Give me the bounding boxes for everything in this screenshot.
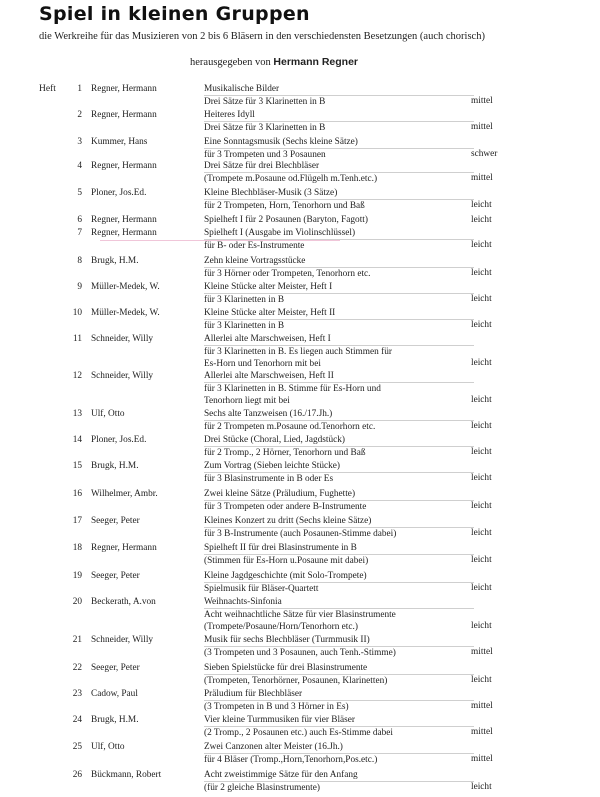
work-title: Musik für sechs Blechbläser (Turmmusik II) xyxy=(204,634,474,647)
difficulty-level: leicht xyxy=(471,358,492,368)
entry-number: 19 xyxy=(72,571,82,581)
entry-composer: Wilhelmer, Ambr. xyxy=(91,489,158,499)
work-title: Zehn kleine Vortragsstücke xyxy=(204,255,474,268)
work-instrumentation: für 2 Tromp., 2 Hörner, Tenorhorn und Baß xyxy=(204,448,366,458)
difficulty-level: leicht xyxy=(471,675,492,685)
work-instrumentation: für 3 Klarinetten in B xyxy=(204,321,285,331)
entry-work xyxy=(204,460,474,485)
entry-composer: Beckerath, A.von xyxy=(91,597,156,607)
difficulty-level: leicht xyxy=(471,473,492,483)
work-title: Präludium für Blechbläser xyxy=(204,688,474,701)
work-instrumentation: für 3 Klarinetten in B xyxy=(204,295,285,305)
entry-work xyxy=(204,434,474,459)
work-title: Vier kleine Turmmusiken für vier Bläser xyxy=(204,714,474,727)
work-title: Sieben Spielstücke für drei Blasinstrumente xyxy=(204,662,474,675)
entry-composer: Ulf, Otto xyxy=(91,742,125,752)
entry-composer: Schneider, Willy xyxy=(91,635,154,645)
entry-number: 21 xyxy=(72,635,82,645)
entry-number: 9 xyxy=(77,282,82,292)
work-title: Drei Stücke (Choral, Lied, Jagdstück) xyxy=(204,434,474,447)
entry-work xyxy=(204,515,474,540)
editor-prefix: herausgegeben von xyxy=(190,57,271,68)
entry-number: 20 xyxy=(72,597,82,607)
entry-work xyxy=(204,488,474,513)
entry-work xyxy=(204,688,474,713)
entry-number: 8 xyxy=(77,256,82,266)
entry-number: 3 xyxy=(77,137,82,147)
entry-composer: Kummer, Hans xyxy=(91,137,148,147)
difficulty-level: leicht xyxy=(471,555,492,565)
entry-number: 16 xyxy=(72,489,82,499)
work-instrumentation: für 3 Klarinetten in B. Stimme für Es-Horn und xyxy=(204,384,381,394)
difficulty-level: leicht xyxy=(471,447,492,457)
work-title: Kleine Stücke alter Meister, Heft I xyxy=(204,281,474,294)
entry-composer: Seeger, Peter xyxy=(91,516,140,526)
difficulty-level: leicht xyxy=(471,215,492,225)
entry-work xyxy=(204,408,474,433)
work-instrumentation: Spielmusik für Bläser-Quartett xyxy=(204,584,319,594)
difficulty-level: leicht xyxy=(471,320,492,330)
difficulty-level: leicht xyxy=(471,268,492,278)
work-title: Kleine Blechbläser-Musik (3 Sätze) xyxy=(204,187,474,200)
difficulty-level: leicht xyxy=(471,583,492,593)
work-instrumentation: für 3 Klarinetten in B. Es liegen auch Stimmen für xyxy=(204,347,392,357)
entry-composer: Schneider, Willy xyxy=(91,371,154,381)
work-instrumentation: für 2 Trompeten m.Posaune od.Tenorhorn etc. xyxy=(204,422,376,432)
entry-number: 18 xyxy=(72,543,82,553)
work-instrumentation: für 3 Hörner oder Trompeten, Tenorhorn etc. xyxy=(204,269,371,279)
entry-composer: Regner, Hermann xyxy=(91,161,157,171)
difficulty-level: mittel xyxy=(471,173,493,183)
entry-work xyxy=(204,136,474,161)
entry-number: 4 xyxy=(77,161,82,171)
entry-number: 2 xyxy=(77,110,82,120)
work-instrumentation: (Trompete/Posaune/Horn/Tenorhorn etc.) xyxy=(204,622,358,632)
entry-number: 22 xyxy=(72,663,82,673)
work-instrumentation: (Trompeten, Tenorhörner, Posaunen, Klarinetten) xyxy=(204,676,388,686)
entry-composer: Müller-Medek, W. xyxy=(91,282,160,292)
entry-composer: Regner, Hermann xyxy=(91,228,157,238)
entry-work xyxy=(204,187,474,212)
difficulty-level: leicht xyxy=(471,501,492,511)
work-title: Zwei kleine Sätze (Präludium, Fughette) xyxy=(204,488,474,501)
work-instrumentation: für 3 Trompeten und 3 Posaunen xyxy=(204,150,326,160)
entry-work xyxy=(204,160,474,185)
entry-work xyxy=(204,214,474,226)
difficulty-level: mittel xyxy=(471,122,493,132)
work-title: Weihnachts-Sinfonia xyxy=(204,596,474,609)
work-title: Spielheft I (Ausgabe im Violinschlüssel) xyxy=(204,227,474,240)
difficulty-level: leicht xyxy=(471,782,492,792)
difficulty-level: leicht xyxy=(471,621,492,631)
entry-composer: Schneider, Willy xyxy=(91,334,154,344)
work-instrumentation: (Stimmen für Es-Horn u.Posaune mit dabei) xyxy=(204,556,369,566)
entry-work xyxy=(204,370,474,407)
entry-work xyxy=(204,634,474,659)
work-title: Acht zweistimmige Sätze für den Anfang xyxy=(204,769,474,782)
entry-work xyxy=(204,333,474,370)
difficulty-level: mittel xyxy=(471,754,493,764)
work-instrumentation: für 3 B-Instrumente (auch Posaunen-Stimme dabei) xyxy=(204,529,397,539)
entry-work xyxy=(204,307,474,332)
work-title: Allerlei alte Marschweisen, Heft II xyxy=(204,370,474,383)
entry-work xyxy=(204,596,474,633)
work-title: Musikalische Bilder xyxy=(204,83,474,96)
entry-composer: Seeger, Peter xyxy=(91,663,140,673)
entry-composer: Brugk, H.M. xyxy=(91,461,139,471)
heft-column-label: Heft xyxy=(39,84,56,94)
work-instrumentation: Tenorhorn liegt mit bei xyxy=(204,396,290,406)
entry-composer: Ploner, Jos.Ed. xyxy=(91,435,147,445)
work-title: Kleine Stücke alter Meister, Heft II xyxy=(204,307,474,320)
entry-number: 14 xyxy=(72,435,82,445)
work-instrumentation: für 3 Blasinstrumente in B oder Es xyxy=(204,474,334,484)
work-title: Heiteres Idyll xyxy=(204,109,474,122)
difficulty-level: leicht xyxy=(471,421,492,431)
entry-number: 13 xyxy=(72,409,82,419)
work-title: Spielheft II für drei Blasinstrumente in B xyxy=(204,542,474,555)
difficulty-level: mittel xyxy=(471,96,493,106)
entry-number: 26 xyxy=(72,770,82,780)
entry-work xyxy=(204,227,474,252)
entry-composer: Brugk, H.M. xyxy=(91,256,139,266)
difficulty-level: leicht xyxy=(471,294,492,304)
entry-number: 23 xyxy=(72,689,82,699)
page-title: Spiel in kleinen Gruppen xyxy=(39,3,310,25)
difficulty-level: leicht xyxy=(471,528,492,538)
entry-number: 1 xyxy=(77,84,82,94)
work-title: Zum Vortrag (Sieben leichte Stücke) xyxy=(204,460,474,473)
entry-number: 25 xyxy=(72,742,82,752)
entry-work xyxy=(204,83,474,108)
work-instrumentation: Drei Sätze für 3 Klarinetten in B xyxy=(204,123,326,133)
work-instrumentation: für 4 Bläser (Tromp.,Horn,Tenorhorn,Pos.etc.) xyxy=(204,755,378,765)
difficulty-level: leicht xyxy=(471,240,492,250)
difficulty-level: leicht xyxy=(471,200,492,210)
difficulty-level: mittel xyxy=(471,647,493,657)
entry-work xyxy=(204,570,474,595)
series-description: die Werkreihe für das Musizieren von 2 bis 6 Bläsern in den verschiedensten Besetzungen (auch chorisch) xyxy=(39,31,485,42)
work-title: Spielheft I für 2 Posaunen (Baryton, Fagott) xyxy=(204,215,368,225)
work-instrumentation: (Trompete m.Posaune od.Flügelh m.Tenh.etc.) xyxy=(204,174,378,184)
difficulty-level: leicht xyxy=(471,395,492,405)
entry-number: 17 xyxy=(72,516,82,526)
work-instrumentation: (3 Trompeten und 3 Posaunen, auch Tenh.-Stimme) xyxy=(204,648,396,658)
entry-work xyxy=(204,281,474,306)
work-title: Zwei Canzonen alter Meister (16.Jh.) xyxy=(204,741,474,754)
work-instrumentation: (für 2 gleiche Blasinstrumente) xyxy=(204,783,320,793)
work-instrumentation: Drei Sätze für 3 Klarinetten in B xyxy=(204,97,326,107)
entry-number: 7 xyxy=(77,228,82,238)
work-instrumentation: für 2 Trompeten, Horn, Tenorhorn und Baß xyxy=(204,201,365,211)
entry-number: 12 xyxy=(72,371,82,381)
entry-number: 15 xyxy=(72,461,82,471)
entry-composer: Ploner, Jos.Ed. xyxy=(91,188,147,198)
work-instrumentation: Acht weihnachtliche Sätze für vier Blasinstrumente xyxy=(204,610,396,620)
difficulty-level: schwer xyxy=(471,149,498,159)
work-title: Eine Sonntagsmusik (Sechs kleine Sätze) xyxy=(204,136,474,149)
entry-composer: Seeger, Peter xyxy=(91,571,140,581)
entry-work xyxy=(204,662,474,687)
work-title: Kleine Jagdgeschichte (mit Solo-Trompete) xyxy=(204,570,474,583)
work-title: Kleines Konzert zu dritt (Sechs kleine Sätze) xyxy=(204,515,474,528)
entry-composer: Cadow, Paul xyxy=(91,689,138,699)
work-instrumentation: für 3 Trompeten oder andere B-Instrumente xyxy=(204,502,367,512)
work-instrumentation: Es-Horn und Tenorhorn mit bei xyxy=(204,359,321,369)
work-title: Drei Sätze für drei Blechbläser xyxy=(204,160,474,173)
entry-work xyxy=(204,109,474,134)
work-title: Sechs alte Tanzweisen (16./17.Jh.) xyxy=(204,408,474,421)
work-instrumentation: (3 Trompeten in B und 3 Hörner in Es) xyxy=(204,702,349,712)
entry-work xyxy=(204,769,474,794)
entry-number: 10 xyxy=(72,308,82,318)
entry-composer: Brugk, H.M. xyxy=(91,715,139,725)
entry-work xyxy=(204,542,474,567)
entry-work xyxy=(204,714,474,739)
entry-composer: Regner, Hermann xyxy=(91,215,157,225)
entry-composer: Bückmann, Robert xyxy=(91,770,162,780)
work-title: Allerlei alte Marschweisen, Heft I xyxy=(204,333,474,346)
work-instrumentation: für B- oder Es-Instrumente xyxy=(204,241,305,251)
difficulty-level: mittel xyxy=(471,727,493,737)
entry-number: 6 xyxy=(77,215,82,225)
editor-name: Hermann Regner xyxy=(273,56,358,68)
entry-composer: Regner, Hermann xyxy=(91,543,157,553)
entry-composer: Ulf, Otto xyxy=(91,409,125,419)
entry-number: 5 xyxy=(77,188,82,198)
difficulty-level: mittel xyxy=(471,701,493,711)
entry-composer: Müller-Medek, W. xyxy=(91,308,160,318)
entry-composer: Regner, Hermann xyxy=(91,110,157,120)
entry-number: 11 xyxy=(73,334,82,344)
entry-number: 24 xyxy=(72,715,82,725)
entry-work xyxy=(204,741,474,766)
entry-work xyxy=(204,255,474,280)
entry-composer: Regner, Hermann xyxy=(91,84,157,94)
work-instrumentation: (2 Tromp., 2 Posaunen etc.) auch Es-Stimme dabei xyxy=(204,728,394,738)
